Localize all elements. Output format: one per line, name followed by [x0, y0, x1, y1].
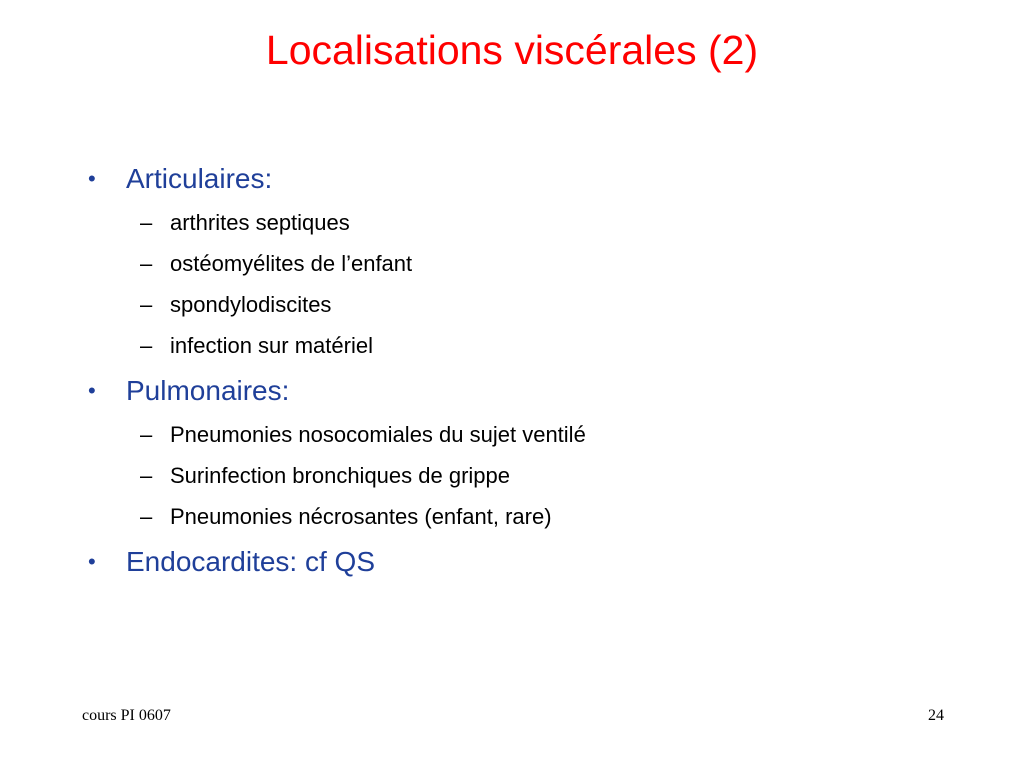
- dash-icon: –: [140, 210, 153, 235]
- bullet-icon: •: [88, 166, 96, 191]
- dash-icon: –: [140, 333, 153, 358]
- bullet-pulmonaires: [88, 370, 968, 412]
- slide-content: [88, 158, 968, 583]
- sub-list-articulaires: [88, 202, 968, 366]
- dash-icon: –: [140, 504, 153, 529]
- sub-item: – Pneumonies nosocomiales du sujet ventilé: [88, 414, 968, 455]
- dash-icon: –: [140, 251, 153, 276]
- bullet-endocardites: [88, 541, 968, 583]
- bullet-label: Articulaires:: [126, 163, 273, 194]
- bullet-articulaires: [88, 158, 968, 200]
- sub-item: – Pneumonies nécrosantes (enfant, rare): [88, 496, 968, 537]
- footer-page-number: 24: [928, 707, 944, 724]
- dash-icon: –: [140, 292, 153, 317]
- dash-icon: –: [140, 463, 153, 488]
- bullet-label: Endocardites: cf QS: [126, 546, 376, 577]
- sub-item: – arthrites septiques: [88, 202, 968, 243]
- sub-list-pulmonaires: [88, 414, 968, 537]
- sub-item: – spondylodiscites: [88, 284, 968, 325]
- bullet-icon: •: [88, 378, 96, 403]
- sub-item: – Surinfection bronchiques de grippe: [88, 455, 968, 496]
- bullet-icon: •: [88, 549, 96, 574]
- slide-title: Localisations viscérales (2): [265, 27, 759, 73]
- dash-icon: –: [140, 422, 153, 447]
- sub-item: – ostéomyélites de l’enfant: [88, 243, 968, 284]
- footer-course-label: cours PI 0607: [82, 707, 171, 724]
- bullet-label: Pulmonaires:: [126, 375, 290, 406]
- sub-item: – infection sur matériel: [88, 325, 968, 366]
